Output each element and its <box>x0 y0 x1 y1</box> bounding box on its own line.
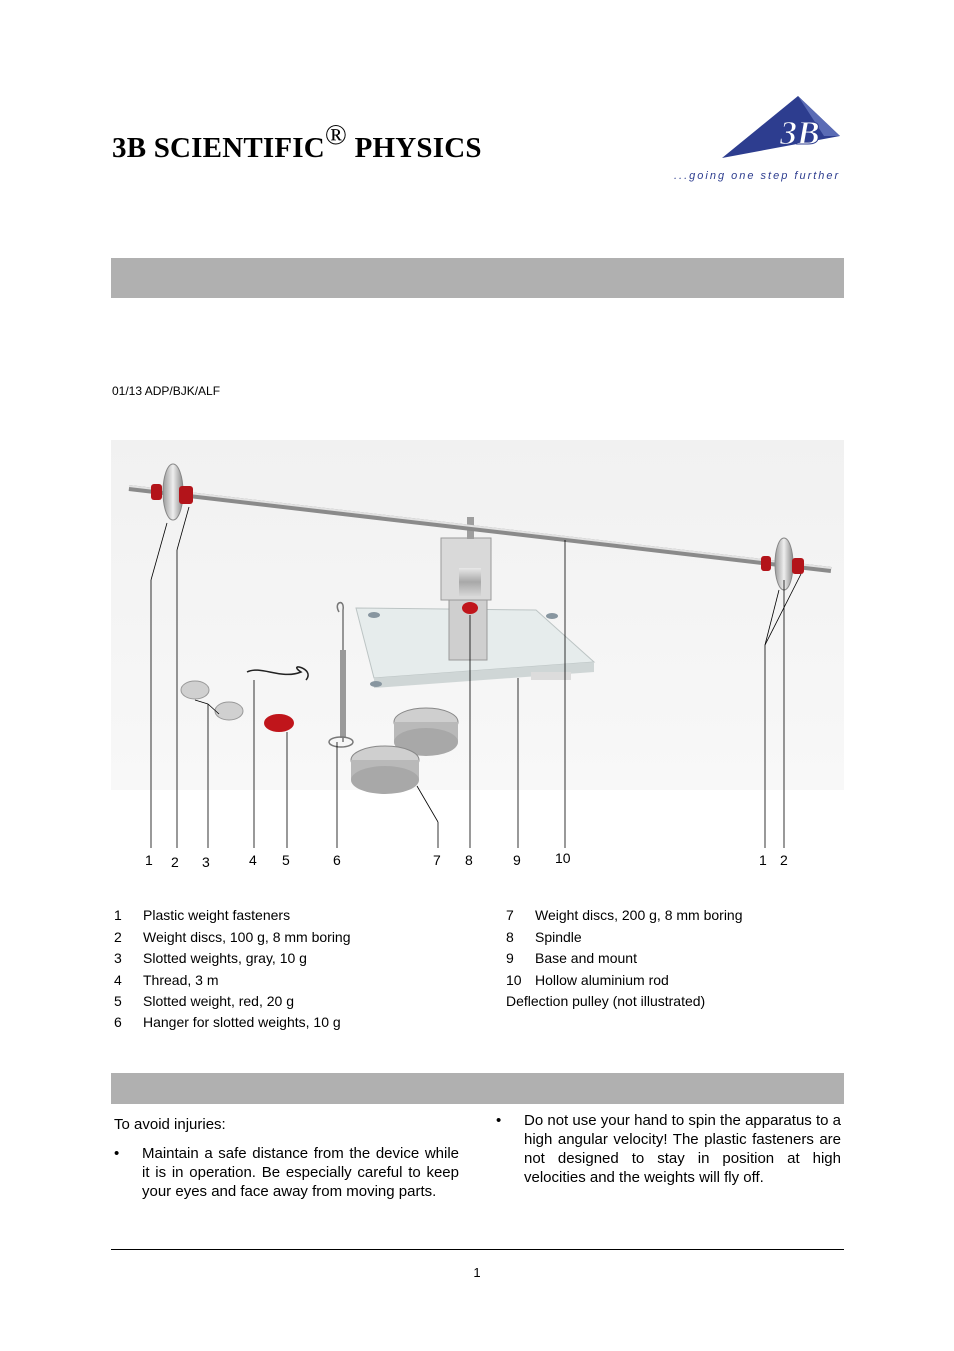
callout-3: 3 <box>202 854 210 870</box>
bullet-icon: • <box>496 1112 502 1129</box>
callout-10: 10 <box>555 850 571 866</box>
section-bar <box>111 1073 844 1104</box>
callout-7: 7 <box>433 852 441 868</box>
svg-text:...going one step further: ...going one step further <box>674 170 841 182</box>
callout-9: 9 <box>513 852 521 868</box>
callout-8: 8 <box>465 852 473 868</box>
callout-1-right: 1 <box>759 852 767 868</box>
svg-text:3B: 3B <box>780 115 820 152</box>
footer-rule <box>111 1249 844 1250</box>
3b-logo <box>674 92 846 184</box>
page-number: 1 <box>473 1265 481 1280</box>
parts-list-left: 1 Plastic weight fasteners 2 Weight discs, 100 g, 8 mm boring 3 Slotted weights, gray, 10 g 4 Thread, 3 m 5 Slotted weight, red, 20 g 6 Hanger for slotted weights, 10 g <box>114 907 351 1030</box>
bullet-icon: • <box>114 1145 120 1162</box>
bullet-text: Do not use your hand to spin the apparatus to a high angular velocity! The plastic fasteners are not designed to stay in position at high velocities and the weights will fly off. <box>524 1112 841 1186</box>
apparatus-figure <box>111 440 844 870</box>
callout-2: 2 <box>171 854 179 870</box>
safety-bullet-left <box>114 1144 459 1201</box>
callout-6: 6 <box>333 852 341 868</box>
document-code: 01/13 ADP/BJK/ALF <box>112 384 221 398</box>
callout-2-right: 2 <box>780 852 788 868</box>
parts-list-right: 7 Weight discs, 200 g, 8 mm boring 8 Spindle 9 Base and mount 10 Hollow aluminium rod Deflection pulley (not illustrated) <box>506 907 743 1009</box>
callout-1: 1 <box>145 852 153 868</box>
parts-note: Deflection pulley (not illustrated) <box>506 993 706 1009</box>
brand-title: 3B SCIENTIFIC® PHYSICS <box>112 119 482 164</box>
safety-bullet-right <box>496 1111 841 1187</box>
safety-intro: To avoid injuries: <box>114 1116 226 1133</box>
callout-4: 4 <box>249 852 257 868</box>
bullet-text: Maintain a safe distance from the device while it is in operation. Be especially careful to keep your eyes and face away from moving parts. <box>142 1145 459 1200</box>
title-bar <box>111 258 844 298</box>
callout-5: 5 <box>282 852 290 868</box>
